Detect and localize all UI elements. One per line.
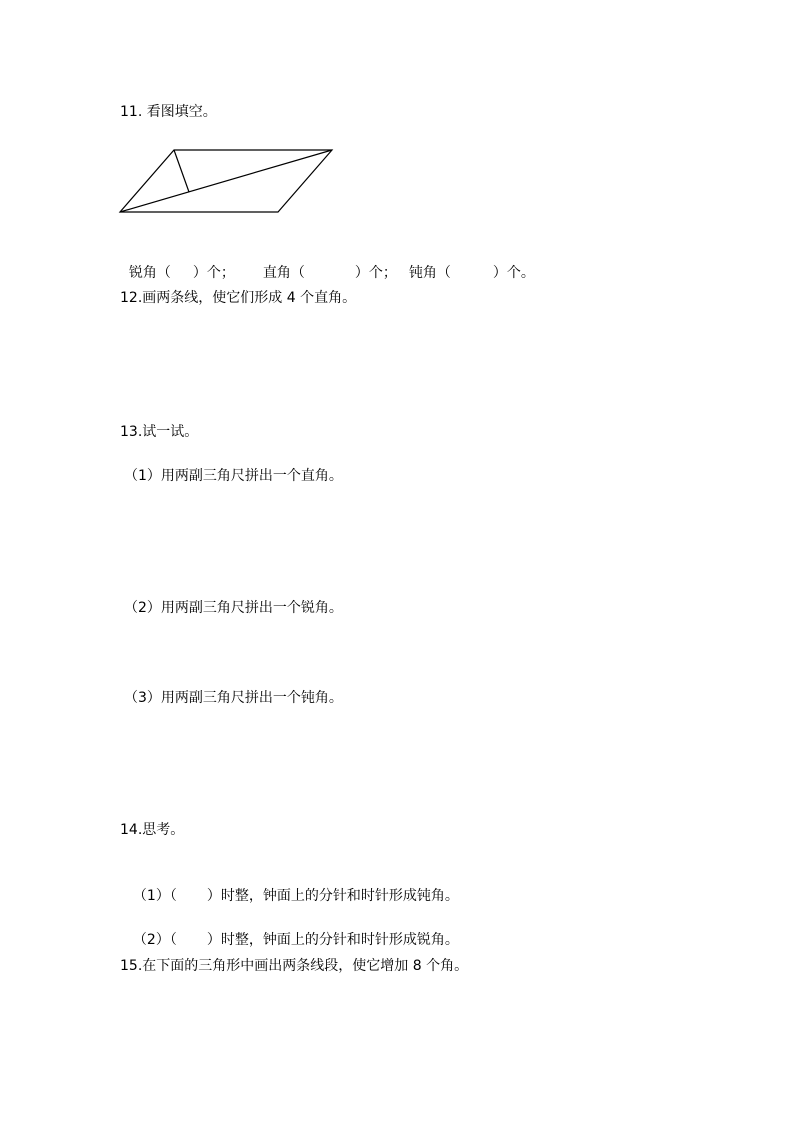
perpendicular-segment [174,150,189,192]
q14-item-2 [124,910,459,950]
q13-title: 13.试一试。 [120,424,199,440]
diagonal-line [120,150,332,212]
q11-title: 11. 看图填空。 [120,104,217,120]
q14-item-2-prefix: （2）（ [132,932,177,948]
acute-label: 锐角（ [128,265,171,281]
acute-end: ）个； [192,265,235,281]
right-label: 直角（ [262,265,305,281]
q15-title: 15.在下面的三角形中画出两条线段，使它增加 8 个角。 [120,958,469,974]
right-end: ）个； [354,265,397,281]
q14-item-1 [124,866,459,906]
q14-item-1-prefix: （1）（ [132,888,177,904]
obtuse-end: ）个。 [492,265,535,281]
q11-answer-line [120,243,535,283]
obtuse-label: 钝角（ [408,265,451,281]
q13-item-1: （1）用两副三角尺拼出一个直角。 [124,468,343,484]
q12-title: 12.画两条线，使它们形成 4 个直角。 [120,290,357,306]
q13-item-3: （3）用两副三角尺拼出一个钝角。 [124,690,343,706]
q14-item-1-suffix: ）时整，钟面上的分针和时针形成钝角。 [206,888,459,904]
parallelogram-figure [118,146,338,216]
q14-title: 14.思考。 [120,822,185,838]
q13-item-2: （2）用两副三角尺拼出一个锐角。 [124,600,343,616]
q14-item-2-suffix: ）时整，钟面上的分针和时针形成锐角。 [206,932,459,948]
